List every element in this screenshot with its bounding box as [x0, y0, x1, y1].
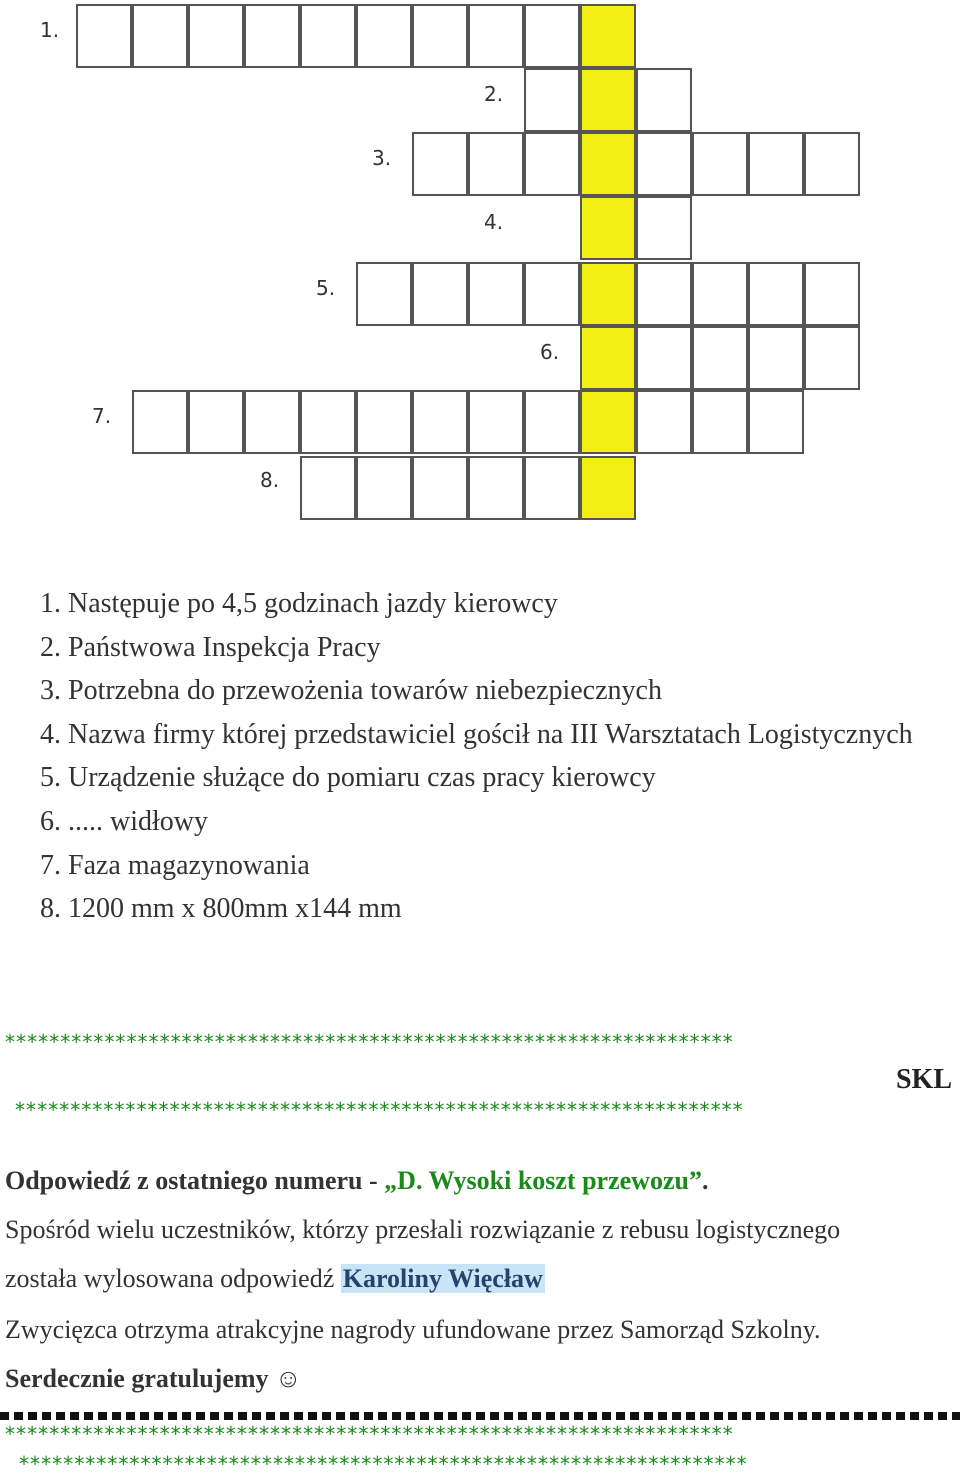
crossword-cell[interactable] [300, 4, 356, 68]
clue-4: 4. Nazwa firmy której przedstawiciel gościł na III Warsztatach Logistycznych [40, 718, 913, 750]
crossword-cell[interactable] [692, 326, 748, 390]
crossword-cell[interactable] [748, 132, 804, 196]
solution-cell[interactable] [580, 326, 636, 390]
crossword-cell[interactable] [412, 262, 468, 326]
stars-divider-3: ****************************************************************** [4, 1422, 733, 1446]
crossword-cell[interactable] [636, 326, 692, 390]
clue-number-1: 1. [40, 18, 60, 42]
clue-5: 5. Urządzenie służące do pomiaru czas pracy kierowcy [40, 762, 656, 794]
crossword-cell[interactable] [356, 456, 412, 520]
crossword-cell[interactable] [748, 390, 804, 454]
crossword-cell[interactable] [804, 262, 860, 326]
text-line-2 [5, 1264, 545, 1294]
answer-value: „D. Wysoki koszt przewozu” [384, 1166, 702, 1195]
clue-6: 6. ..... widłowy [40, 805, 208, 837]
stars-divider-2: ****************************************************************** [14, 1098, 743, 1122]
crossword-cell[interactable] [636, 68, 692, 132]
answer-label: Odpowiedź z ostatniego numeru - [5, 1166, 385, 1195]
crossword-cell[interactable] [300, 456, 356, 520]
clue-number-2: 2. [484, 82, 504, 106]
crossword-cell[interactable] [636, 132, 692, 196]
clue-number-7: 7. [92, 404, 112, 428]
crossword-cell[interactable] [356, 390, 412, 454]
solution-cell[interactable] [580, 196, 636, 260]
crossword-cell[interactable] [636, 390, 692, 454]
crossword-cell[interactable] [524, 390, 580, 454]
crossword-cell[interactable] [468, 390, 524, 454]
crossword-cell[interactable] [524, 4, 580, 68]
solution-cell[interactable] [580, 390, 636, 454]
crossword-cell[interactable] [636, 262, 692, 326]
text-line-2-prefix: została wylosowana odpowiedź [5, 1264, 341, 1293]
crossword-cell[interactable] [76, 4, 132, 68]
crossword-cell[interactable] [804, 326, 860, 390]
winner-name: Karoliny Więcław [342, 1264, 543, 1293]
crossword-cell[interactable] [132, 390, 188, 454]
clue-8: 8. 1200 mm x 800mm x144 mm [40, 893, 402, 925]
solution-cell[interactable] [580, 68, 636, 132]
crossword-cell[interactable] [300, 390, 356, 454]
clue-list [40, 582, 928, 931]
crossword-cell[interactable] [132, 4, 188, 68]
crossword-cell[interactable] [524, 456, 580, 520]
clue-number-5: 5. [316, 276, 336, 300]
crossword-cell[interactable] [244, 4, 300, 68]
crossword-cell[interactable] [188, 4, 244, 68]
crossword-cell[interactable] [636, 196, 692, 260]
crossword-cell[interactable] [692, 132, 748, 196]
answer-line [5, 1166, 708, 1196]
crossword-cell[interactable] [356, 4, 412, 68]
clue-number-6: 6. [540, 340, 560, 364]
clue-number-4: 4. [484, 210, 504, 234]
crossword-cell[interactable] [804, 132, 860, 196]
solution-cell[interactable] [580, 456, 636, 520]
crossword-grid [0, 0, 960, 530]
crossword-cell[interactable] [748, 326, 804, 390]
crossword-cell[interactable] [412, 4, 468, 68]
crossword-cell[interactable] [692, 390, 748, 454]
crossword-cell[interactable] [356, 262, 412, 326]
clue-number-8: 8. [260, 468, 280, 492]
answer-end: . [701, 1166, 709, 1195]
crossword-cell[interactable] [524, 132, 580, 196]
solution-cell[interactable] [580, 262, 636, 326]
crossword-cell[interactable] [468, 456, 524, 520]
skl-label: SKL [895, 1064, 952, 1095]
clue-number-3: 3. [372, 146, 392, 170]
dashed-divider [0, 1412, 960, 1420]
clue-3: 3. Potrzebna do przewożenia towarów niebezpiecznych [40, 675, 662, 707]
crossword-cell[interactable] [412, 132, 468, 196]
crossword-cell[interactable] [468, 4, 524, 68]
crossword-cell[interactable] [244, 390, 300, 454]
crossword-cell[interactable] [468, 262, 524, 326]
crossword-cell[interactable] [524, 68, 580, 132]
crossword-cell[interactable] [692, 262, 748, 326]
crossword-cell[interactable] [412, 456, 468, 520]
clue-1: 1. Następuje po 4,5 godzinach jazdy kierowcy [40, 588, 558, 619]
crossword-cell[interactable] [468, 132, 524, 196]
text-line-1: Spośród wielu uczestników, którzy przesłali rozwiązanie z rebusu logistycznego [5, 1215, 841, 1244]
crossword-cell[interactable] [188, 390, 244, 454]
clue-7: 7. Faza magazynowania [40, 849, 310, 881]
crossword-cell[interactable] [412, 390, 468, 454]
stars-divider-1: ****************************************************************** [4, 1030, 733, 1054]
congrats-line: Serdecznie gratulujemy ☺ [5, 1364, 302, 1393]
crossword-cell[interactable] [524, 262, 580, 326]
stars-divider-4: ****************************************************************** [18, 1452, 747, 1476]
crossword-cell[interactable] [748, 262, 804, 326]
solution-cell[interactable] [580, 4, 636, 68]
clue-2: 2. Państwowa Inspekcja Pracy [40, 631, 381, 663]
text-line-3: Zwycięzca otrzyma atrakcyjne nagrody ufundowane przez Samorząd Szkolny. [5, 1315, 821, 1344]
solution-cell[interactable] [580, 132, 636, 196]
